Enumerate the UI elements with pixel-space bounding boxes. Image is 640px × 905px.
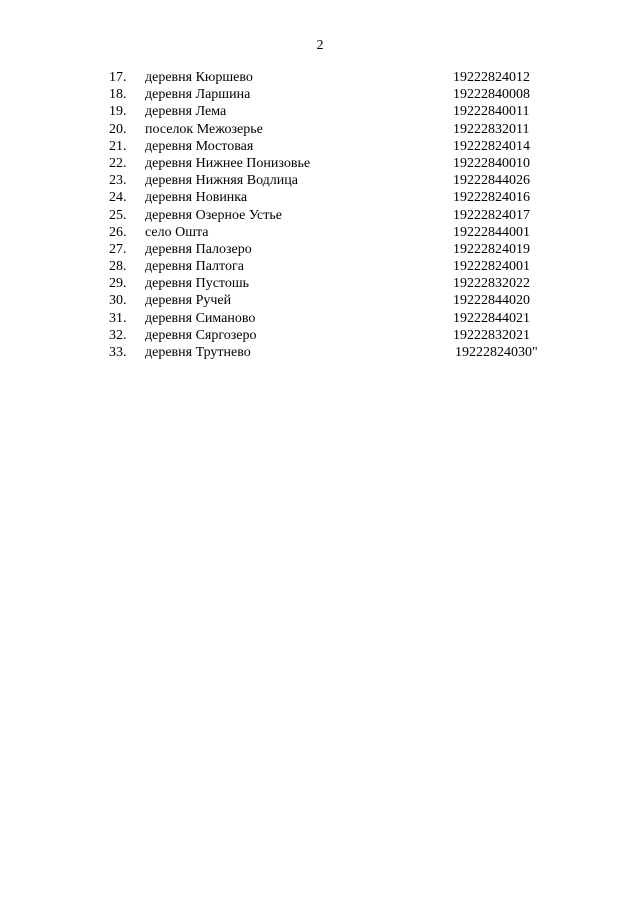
settlement-name: деревня Симаново: [145, 310, 256, 326]
list-item: [0, 224, 640, 241]
settlement-code: 19222824016: [453, 190, 530, 206]
list-item: [0, 86, 640, 103]
settlement-name: деревня Трутнево: [145, 345, 251, 360]
list-item: [0, 207, 640, 224]
settlement-code: 19222824019: [453, 241, 530, 257]
settlement-code: 19222840008: [453, 87, 530, 103]
row-number: 20.: [109, 121, 127, 137]
list-item: [0, 258, 640, 275]
row-number: 28.: [109, 259, 127, 275]
settlement-name: деревня Озерное Устье: [145, 207, 282, 223]
list-item: [0, 310, 640, 327]
settlement-name: деревня Палозеро: [145, 241, 252, 257]
settlement-code: 19222824014: [453, 138, 530, 154]
settlement-code: 19222824030": [455, 345, 538, 360]
settlement-code: 19222832021: [453, 327, 530, 343]
settlement-code: 19222824001: [453, 259, 530, 275]
settlement-code: 19222844020: [453, 293, 530, 309]
row-number: 24.: [109, 190, 127, 206]
row-number: 21.: [109, 138, 127, 154]
settlement-name: деревня Кюршево: [145, 70, 253, 85]
settlement-name: деревня Новинка: [145, 190, 248, 206]
list-item: [0, 327, 640, 344]
settlement-list: [0, 69, 640, 361]
list-item: [0, 292, 640, 309]
page-number: 2: [316, 38, 324, 53]
settlement-name: деревня Лема: [145, 104, 227, 120]
row-number: 18.: [109, 87, 127, 103]
list-item: [0, 189, 640, 206]
row-number: 23.: [109, 173, 127, 189]
row-number: 17.: [109, 70, 127, 85]
list-item: [0, 121, 640, 138]
settlement-code: 19222844026: [453, 173, 530, 189]
row-number: 29.: [109, 276, 127, 292]
row-number: 26.: [109, 224, 127, 240]
row-number: 30.: [109, 293, 127, 309]
settlement-code: 19222824017: [453, 207, 530, 223]
settlement-name: деревня Ручей: [145, 293, 232, 309]
list-item: [0, 155, 640, 172]
row-number: 22.: [109, 155, 127, 171]
list-item: [0, 344, 640, 361]
list-item: [0, 138, 640, 155]
settlement-code: 19222824012: [453, 70, 530, 85]
settlement-code: 19222844001: [453, 224, 530, 240]
settlement-name: деревня Мостовая: [145, 138, 254, 154]
list-item: [0, 172, 640, 189]
settlement-name: поселок Межозерье: [145, 121, 263, 137]
list-item: [0, 69, 640, 86]
list-item: [0, 241, 640, 258]
row-number: 25.: [109, 207, 127, 223]
list-item: [0, 275, 640, 292]
settlement-code: 19222844021: [453, 310, 530, 326]
settlement-name: деревня Палтога: [145, 259, 244, 275]
row-number: 33.: [109, 345, 127, 360]
settlement-name: деревня Ларшина: [145, 87, 251, 103]
row-number: 19.: [109, 104, 127, 120]
settlement-code: 19222832011: [453, 121, 530, 137]
settlement-name: деревня Нижняя Водлица: [145, 173, 298, 189]
settlement-name: деревня Нижнее Понизовье: [145, 155, 311, 171]
settlement-name: деревня Сяргозеро: [145, 327, 257, 343]
settlement-code: 19222832022: [453, 276, 530, 292]
row-number: 27.: [109, 241, 127, 257]
row-number: 32.: [109, 327, 127, 343]
settlement-code: 19222840010: [453, 155, 530, 171]
settlement-name: деревня Пустошь: [145, 276, 250, 292]
settlement-name: село Ошта: [145, 224, 209, 240]
settlement-code: 19222840011: [453, 104, 530, 120]
list-item: [0, 103, 640, 120]
row-number: 31.: [109, 310, 127, 326]
